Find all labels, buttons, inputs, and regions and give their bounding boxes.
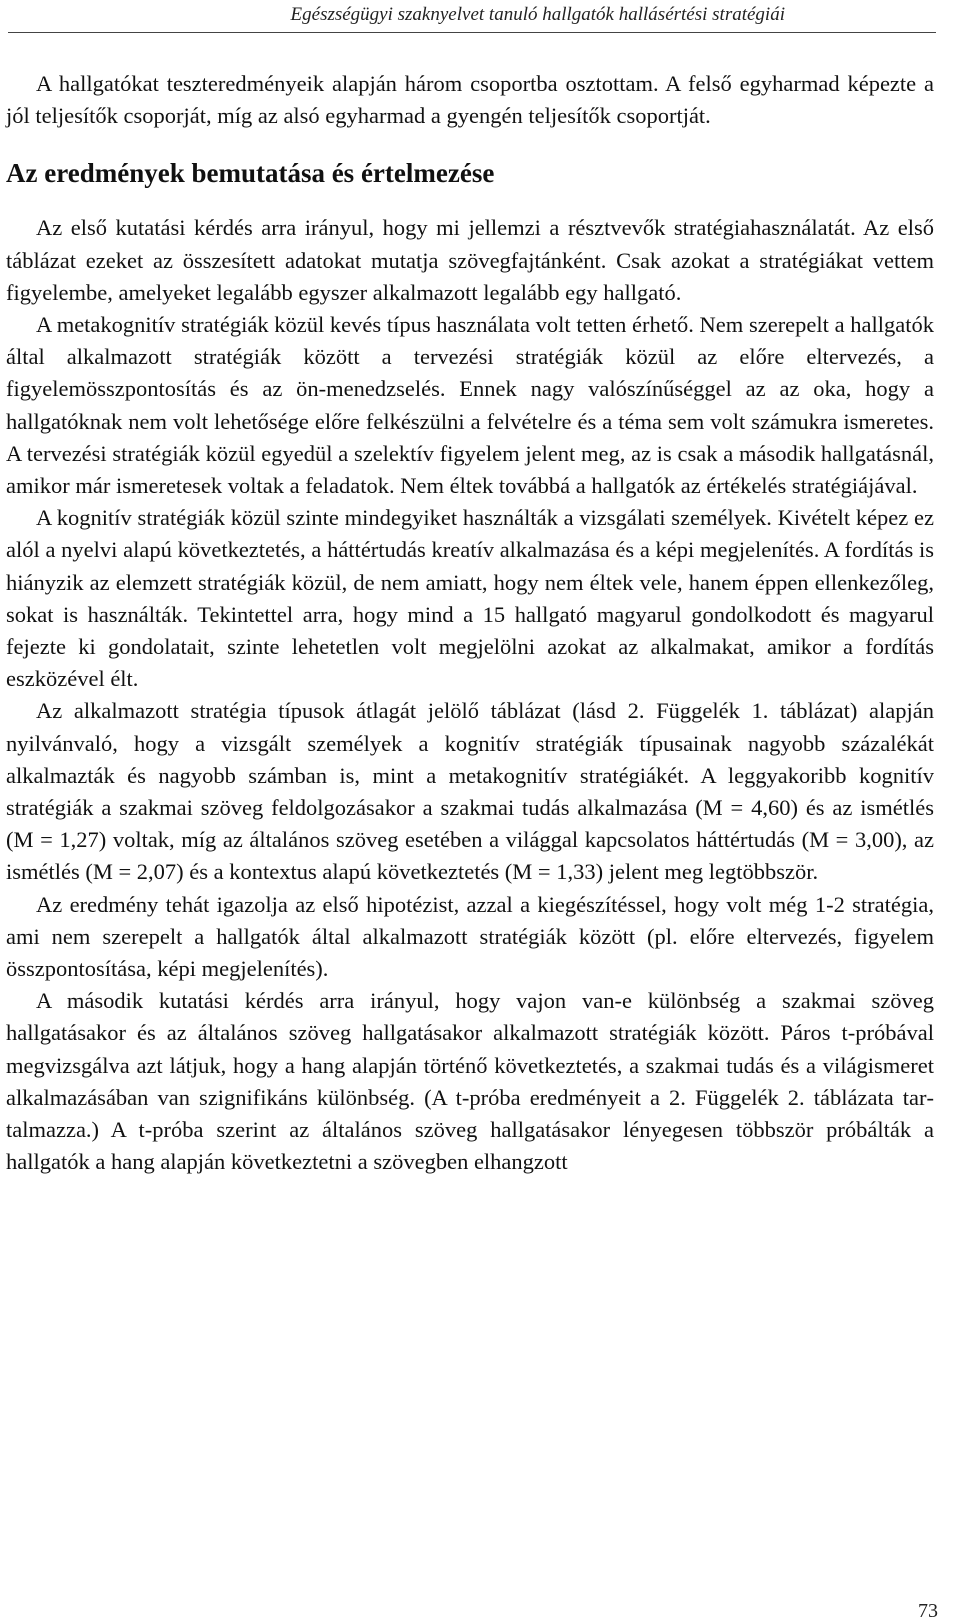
body-paragraph: Az alkalmazott stratégia típusok átlagát jelölő táblázat (lásd 2. Függelék 1. táblázat) alapján nyilvánvaló, hogy a vizsgált személyek a kognitív stratégiák típusainak nagyobb százalékát alkalmazták és nagyobb számban is, mint a metakognitív stratégiákét. A leggyakoribb kognitív stratégiák a szakmai szöveg feldolgozásakor a szakmai tudás alkalmazása (M = 4,60) és az ismétlés (M = 1,27) voltak, míg az általános szöveg esetében a világgal kapcsolatos háttértudás (M = 3,00), az ismétlés (M = 2,07) és a kontextus alapú következtetés (M = 1,33) jelent meg legtöbbször. <box>6 698 934 885</box>
body-paragraph: A második kutatási kérdés arra irányul, hogy vajon van-e különbség a szakmai szöveg hallgatásakor és az általános szöveg hallgatásakor alkalmazott stratégiák között. Páros t-próbával megvizsgálva azt látjuk, hogy a hang alapján történő következtetés, a szakmai tudás és a világismeret alkalmazásában van szignifikáns különbség. (A t-próba eredményeit a 2. Függelék 2. táblázata tartalmazza.) A t-próba szerint az általános szöveg hallgatásakor lényegesen többször próbálták a hallgatók a hang alapján következtetni a szövegben elhangzott <box>6 988 934 1175</box>
page-number: 73 <box>918 1600 938 1622</box>
body-paragraph: A kognitív stratégiák közül szinte mindegyiket használták a vizsgálati személyek. Kivételt képez ez alól a nyelvi alapú következtetés, a háttértudás kreatív alkalmazása és a képi megjelenítés. A fordítás is hiányzik az elemzett stratégiák közül, de nem amiatt, hogy nem éltek vele, hanem éppen ellenkezőleg, sokat is használták. Tekintettel arra, hogy mind a 15 hallgató magyarul gondolkodott és magyarul fejezte ki gondolatait, szinte lehetetlen volt megjelölni azokat az alkalmakat, amikor a fordítás eszközével élt. <box>6 505 934 692</box>
running-header: Egészségügyi szaknyelvet tanuló hallgatók hallásértési stratégiái <box>290 4 785 25</box>
header-rule <box>8 32 936 33</box>
body-paragraph: A metakognitív stratégiák közül kevés típus használata volt tetten érhető. Nem szerepelt a hallgatók által alkalmazott stratégiák között a tervezési stratégiák közül az előre eltervezés, a figyelemösszpontosítás és az ön-menedzselés. Ennek nagy valószínűséggel az az oka, hogy a hallgatóknak nem volt lehetősége előre felkészülni a felvételre és a téma sem volt számukra ismeretes. A tervezési stratégiák közül egyedül a szelektív figyelem jelent meg, az is csak a második hallgatásnál, amikor már ismeretesek voltak a feladatok. Nem éltek továbbá a hallgatók az értékelés stratégiájával. <box>6 312 934 499</box>
page-body <box>6 68 934 1179</box>
intro-paragraph: A hallgatókat teszteredményeik alapján három csoportba osztottam. A felső egyharmad képezte a jól teljesítők csoporját, míg az alsó egyharmad a gyengén teljesítők csoportját. <box>6 71 934 129</box>
body-paragraph: Az első kutatási kérdés arra irányul, hogy mi jellemzi a résztvevők stratégiahasználatát. Az első táblázat ezeket az összesített adatokat mutatja szövegfajtánként. Csak azokat a stratégiákat vettem figyelembe, amelyeket legalább egyszer alkalmazott legalább egy hallgató. <box>6 215 934 305</box>
section-heading: Az eredmények bemutatása és értelmezése <box>6 158 495 189</box>
body-paragraph: Az eredmény tehát igazolja az első hipotézist, azzal a kiegészítéssel, hogy volt még 1-2 stratégia, ami nem szerepelt a hallgatók által alkalmazott stratégiák között (pl. előre eltervezés, figyelem összpontosítása, képi megjelenítés). <box>6 891 934 982</box>
